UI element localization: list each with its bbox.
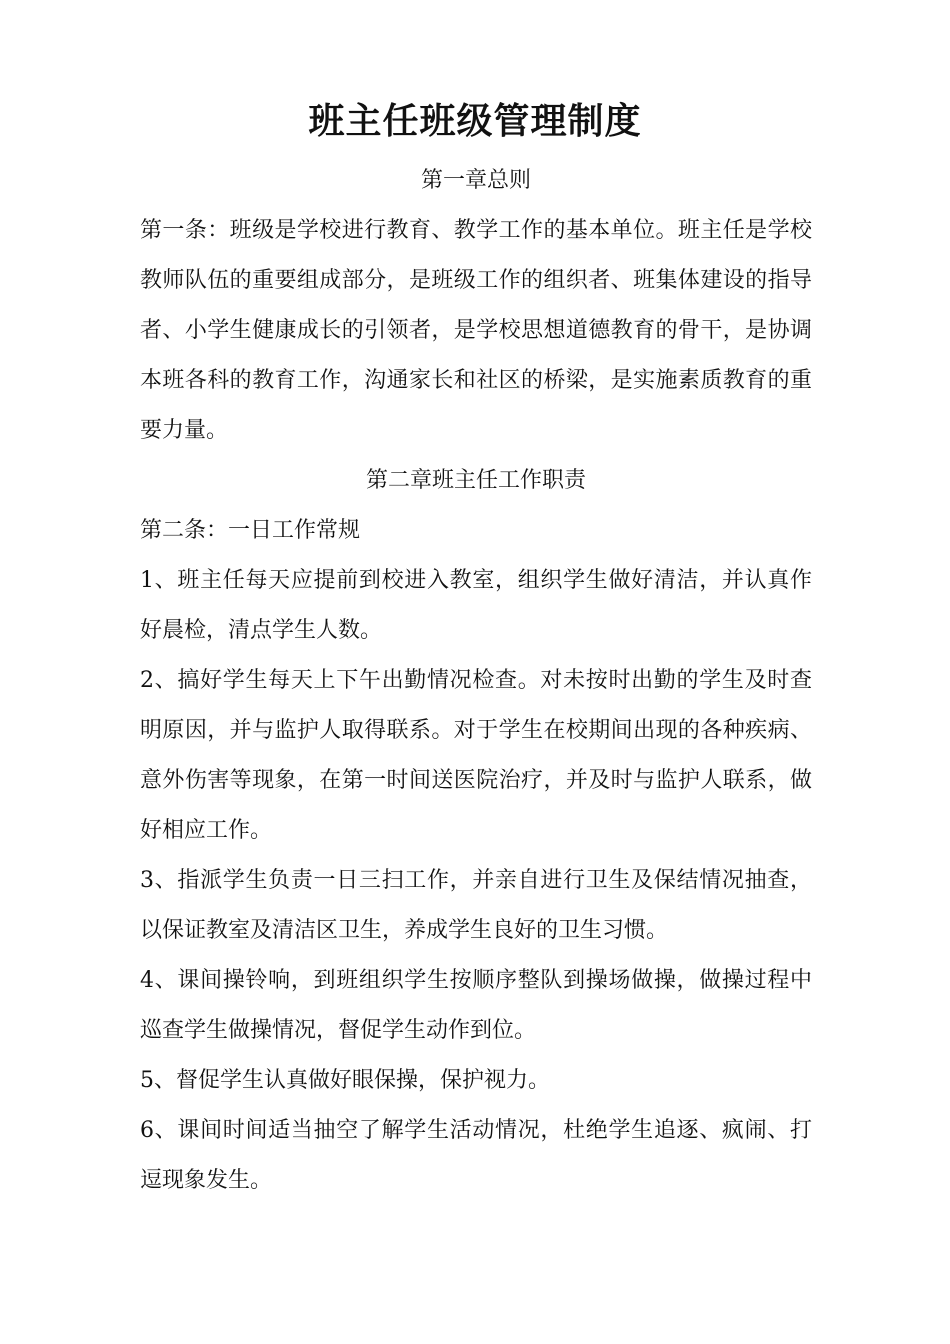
list-item-5: 5、督促学生认真做好眼保操，保护视力。: [140, 1068, 550, 1093]
list-item-1: 1、班主任每天应提前到校进入教室，组织学生做好清洁，并认真作好晨检，清点学生人数。: [140, 568, 812, 643]
list-item-4: 4、课间操铃响，到班组织学生按顺序整队到操场做操，做操过程中巡查学生做操情况，督促学生动作到位。: [140, 968, 812, 1043]
document-title: 班主任班级管理制度: [308, 101, 642, 142]
article-paragraph-1: 第一条：班级是学校进行教育、教学工作的基本单位。班主任是学校教师队伍的重要组成部分，是班级工作的组织者、班集体建设的指导者、小学生健康成长的引领者，是学校思想道德教育的骨干，是协调本班各科的教育工作，沟通家长和社区的桥梁，是实施素质教育的重要力量。: [140, 218, 812, 443]
chapter-heading-1: 第一章总则: [420, 168, 531, 193]
list-item-2: 2、搞好学生每天上下午出勤情况检查。对未按时出勤的学生及时查明原因，并与监护人取得联系。对于学生在校期间出现的各种疾病、意外伤害等现象，在第一时间送医院治疗，并及时与监护人联系，做好相应工作。: [140, 668, 812, 843]
list-item-3: 3、指派学生负责一日三扫工作，并亲自进行卫生及保结情况抽查，以保证教室及清洁区卫生，养成学生良好的卫生习惯。: [140, 868, 812, 943]
article-paragraph-2: 第二条：一日工作常规: [140, 518, 361, 543]
list-item-6: 6、课间时间适当抽空了解学生活动情况，杜绝学生追逐、疯闹、打逗现象发生。: [140, 1118, 812, 1193]
document-body: [140, 156, 812, 1206]
chapter-heading-2: 第二章班主任工作职责: [365, 468, 586, 493]
